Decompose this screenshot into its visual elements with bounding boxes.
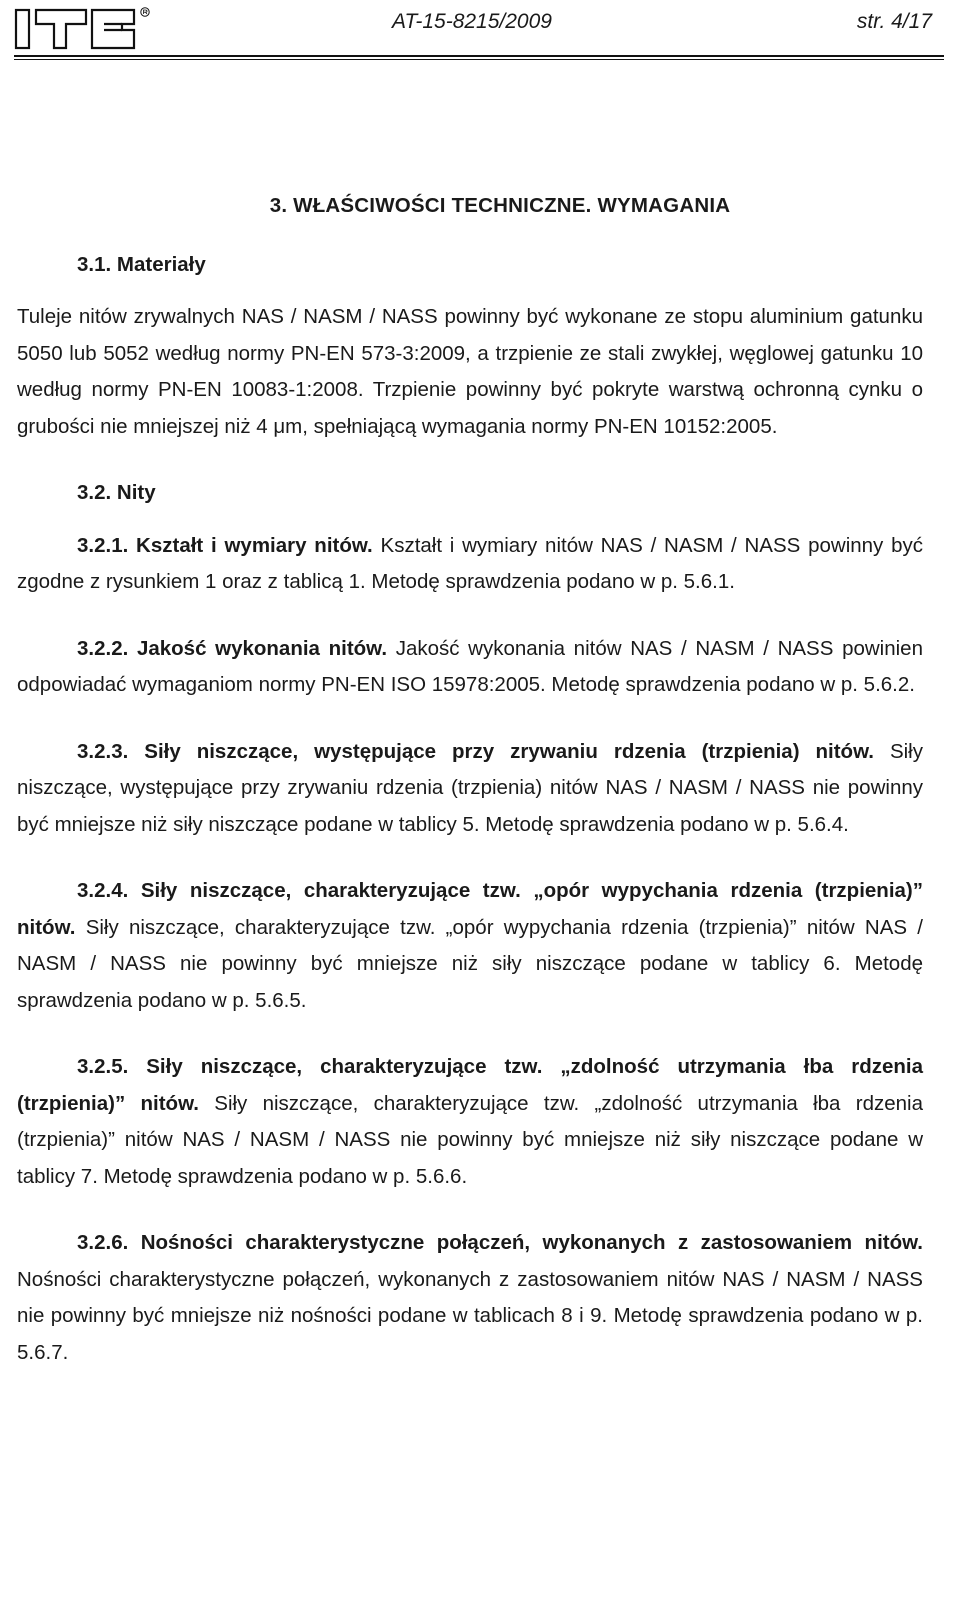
paragraph-3-2-1 <box>17 528 923 601</box>
text-3-2-3: Siły niszczące, występujące przy zrywaniu rdzenia (trzpienia) nitów NAS / NASM / NASS nie powinny być mniejsze niż siły niszczące podane w tablicy 5. Metodę sprawdzenia podano w p. 5.6.4. <box>17 739 923 836</box>
document-id: AT-15-8215/2009 <box>392 10 552 33</box>
paragraph-3-2-5 <box>17 1049 923 1195</box>
text-3-2-6: Nośności charakterystyczne połączeń, wykonanych z zastosowaniem nitów NAS / NASM / NASS nie powinny być mniejsze niż nośności podane w tablicach 8 i 9. Metodę sprawdzenia podano w p. 5.6.7. <box>17 1267 923 1364</box>
itb-logo <box>14 6 164 50</box>
text-3-2-5: Siły niszczące, charakteryzujące tzw. „zdolność utrzymania łba rdzenia (trzpienia)” nitów NAS / NASM / NASS nie powinny być mniejsze niż siły niszczące podane w tablicy 7. Metodę sprawdzenia podano w p. 5.6.6. <box>17 1091 923 1188</box>
paragraph-3-2-6 <box>17 1225 923 1371</box>
section-title: 3. WŁAŚCIWOŚCI TECHNICZNE. WYMAGANIA <box>269 194 731 217</box>
paragraph-3-2-2 <box>17 631 923 704</box>
paragraph-3-2-4 <box>17 873 923 1019</box>
heading-3-1: 3.1. Materiały <box>77 252 206 276</box>
header-divider <box>14 55 944 57</box>
text-3-2-1: Kształt i wymiary nitów NAS / NASM / NASS powinny być zgodne z rysunkiem 1 oraz z tablicą 1. Metodę sprawdzenia podano w p. 5.6.1. <box>17 533 923 593</box>
header-divider-thin <box>14 59 944 60</box>
heading-3-2-1: 3.2.1. Kształt i wymiary nitów. <box>77 533 373 557</box>
text-3-2-4: Siły niszczące, charakteryzujące tzw. „opór wypychania rdzenia (trzpienia)” nitów NAS / NASM / NASS nie powinny być mniejsze niż siły niszczące podane w tablicy 6. Metodę sprawdzenia podano w p. 5.6.5. <box>17 915 924 1012</box>
text-3-2-2: Jakość wykonania nitów NAS / NASM / NASS powinien odpowiadać wymaganiom normy PN-EN ISO 15978:2005. Metodę sprawdzenia podano w p. 5.6.2. <box>17 636 923 696</box>
heading-3-2-6: 3.2.6. Nośności charakterystyczne połączeń, wykonanych z zastosowaniem nitów. <box>77 1231 923 1254</box>
page-header <box>0 0 960 62</box>
page-number: str. 4/17 <box>856 10 932 33</box>
heading-3-2-3: 3.2.3. Siły niszczące, występujące przy zrywaniu rdzenia (trzpienia) nitów. <box>77 739 874 763</box>
heading-3-2-4: 3.2.4. Siły niszczące, charakteryzujące tzw. „opór wypychania rdzenia (trzpienia)” nitów. <box>17 879 923 939</box>
paragraph-3-2-3 <box>17 734 923 844</box>
document-body <box>17 188 923 1401</box>
heading-3-2-5: 3.2.5. Siły niszczące, charakteryzujące tzw. „zdolność utrzymania łba rdzenia (trzpienia)” nitów. <box>17 1055 923 1115</box>
heading-3-2-2: 3.2.2. Jakość wykonania nitów. <box>77 636 388 660</box>
paragraph-3-1: Tuleje nitów zrywalnych NAS / NASM / NASS powinny być wykonane ze stopu aluminium gatunku 5050 lub 5052 według normy PN-EN 573-3:2009, a trzpienie ze stali zwykłej, węglowej gatunku 10 według normy PN-EN 10083-1:2008. Trzpienie powinny być pokryte warstwą ochronną cynku o grubości nie mniejszej niż 4 μm, spełniającą wymagania normy PN-EN 10152:2005. <box>17 305 923 438</box>
heading-3-2: 3.2. Nity <box>77 481 156 504</box>
